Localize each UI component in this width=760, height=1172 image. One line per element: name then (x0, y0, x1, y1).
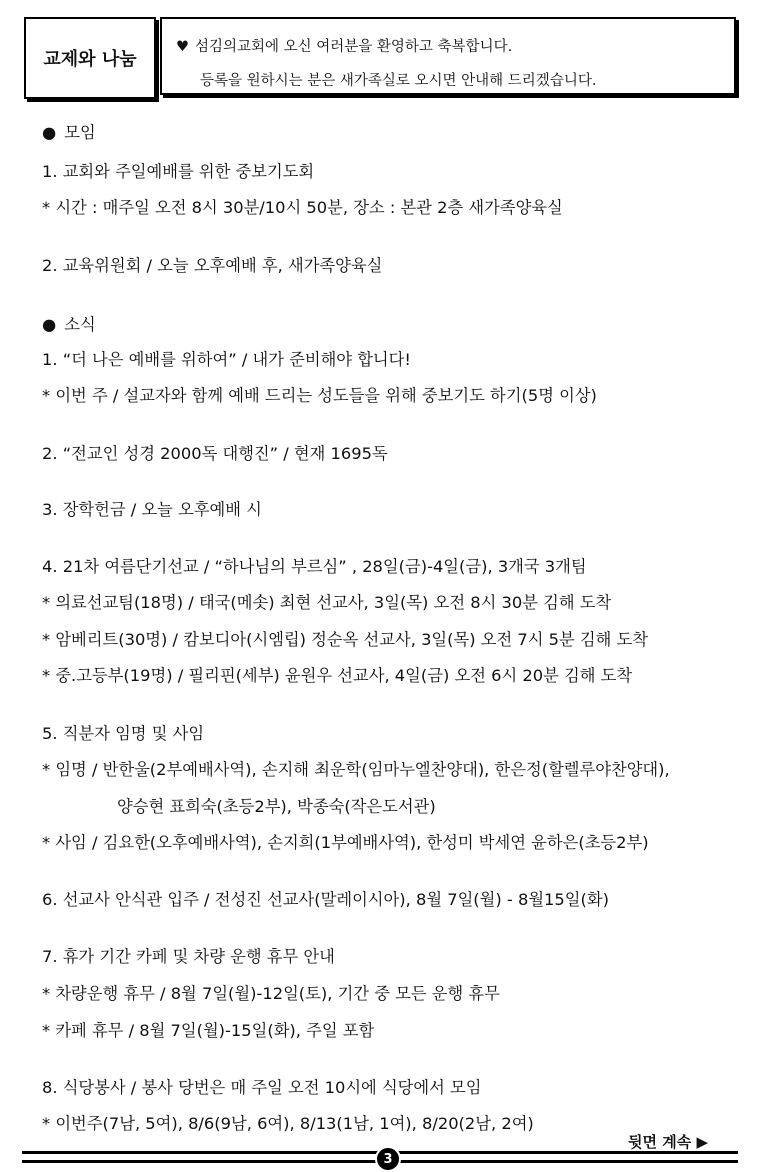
news-item-7: 7. 휴가 기간 카페 및 차량 운행 휴무 안내 (42, 947, 335, 966)
news-item-4-detail-1: * 의료선교팀(18명) / 태국(메솟) 최현 선교사, 3일(목) 오전 8시 30분 김해 도착 (42, 593, 612, 612)
news-item-4: 4. 21차 여름단기선교 / “하나님의 부르심” , 28일(금)-4일(금), 3개국 3개팀 (42, 557, 587, 576)
welcome-line-1: 섬김의교회에 오신 여러분을 환영하고 축복합니다. (195, 39, 513, 55)
news-item-1: 1. “더 나은 예배를 위하여” / 내가 준비해야 합니다! (42, 350, 411, 369)
news-item-8: 8. 식당봉사 / 봉사 당번은 매 주일 오전 10시에 식당에서 모임 (42, 1078, 482, 1097)
page-title: 교제와 나눔 (43, 49, 137, 70)
bullet-icon: ● (42, 315, 57, 334)
news-item-5: 5. 직분자 임명 및 사임 (42, 724, 205, 743)
news-item-3: 3. 장학헌금 / 오늘 오후예배 시 (42, 500, 262, 519)
news-item-5-detail-1-cont: 양승현 표희숙(초등2부), 박종숙(작은도서관) (117, 797, 436, 816)
news-item-5-detail-2: * 사임 / 김요한(오후예배사역), 손지희(1부예배사역), 한성미 박세연 윤하은(초등2부) (42, 833, 649, 852)
meeting-item-1: 1. 교회와 주일예배를 위한 중보기도회 (42, 162, 315, 181)
news-item-6: 6. 선교사 안식관 입주 / 전성진 선교사(말레이시아), 8월 7일(월) - 8월15일(화) (42, 890, 609, 909)
news-item-7-detail-2: * 카페 휴무 / 8월 7일(월)-15일(화), 주일 포함 (42, 1021, 375, 1040)
meeting-item-2: 2. 교육위원회 / 오늘 오후예배 후, 새가족양육실 (42, 256, 383, 275)
welcome-line-2: 등록을 원하시는 분은 새가족실로 오시면 안내해 드리겠습니다. (200, 73, 597, 89)
news-item-5-detail-1: * 임명 / 반한울(2부예배사역), 손지해 최운학(임마누엘찬양대), 한은정(할렐루야찬양대), (42, 760, 670, 779)
continued-on-back-label: 뒷면 계속 ▶ (628, 1133, 708, 1151)
heart-icon: ♥ (176, 39, 189, 55)
news-item-4-detail-3: * 중.고등부(19명) / 필리핀(세부) 윤원우 선교사, 4일(금) 오전 6시 20분 김해 도착 (42, 666, 633, 685)
news-item-1-detail: * 이번 주 / 설교자와 함께 예배 드리는 성도들을 위해 중보기도 하기(5명 이상) (42, 386, 597, 405)
news-item-8-detail: * 이번주(7남, 5여), 8/6(9남, 6여), 8/13(1남, 1여), 8/20(2남, 2여) (42, 1114, 534, 1133)
bullet-icon: ● (42, 123, 57, 142)
news-item-4-detail-2: * 암베리트(30명) / 캄보디아(시엠립) 정순옥 선교사, 3일(목) 오전 7시 5분 김해 도착 (42, 630, 649, 649)
news-item-2: 2. “전교인 성경 2000독 대행진” / 현재 1695독 (42, 444, 388, 463)
title-box (24, 17, 156, 99)
news-heading: 소식 (64, 315, 96, 334)
meeting-item-1-detail: * 시간 : 매주일 오전 8시 30분/10시 50분, 장소 : 본관 2층 새가족양육실 (42, 198, 563, 217)
welcome-box (160, 17, 736, 95)
meeting-heading: 모임 (64, 123, 96, 142)
page-number: 3 (375, 1146, 401, 1172)
news-item-7-detail-1: * 차량운행 휴무 / 8월 7일(월)-12일(토), 기간 중 모든 운행 휴무 (42, 984, 500, 1003)
